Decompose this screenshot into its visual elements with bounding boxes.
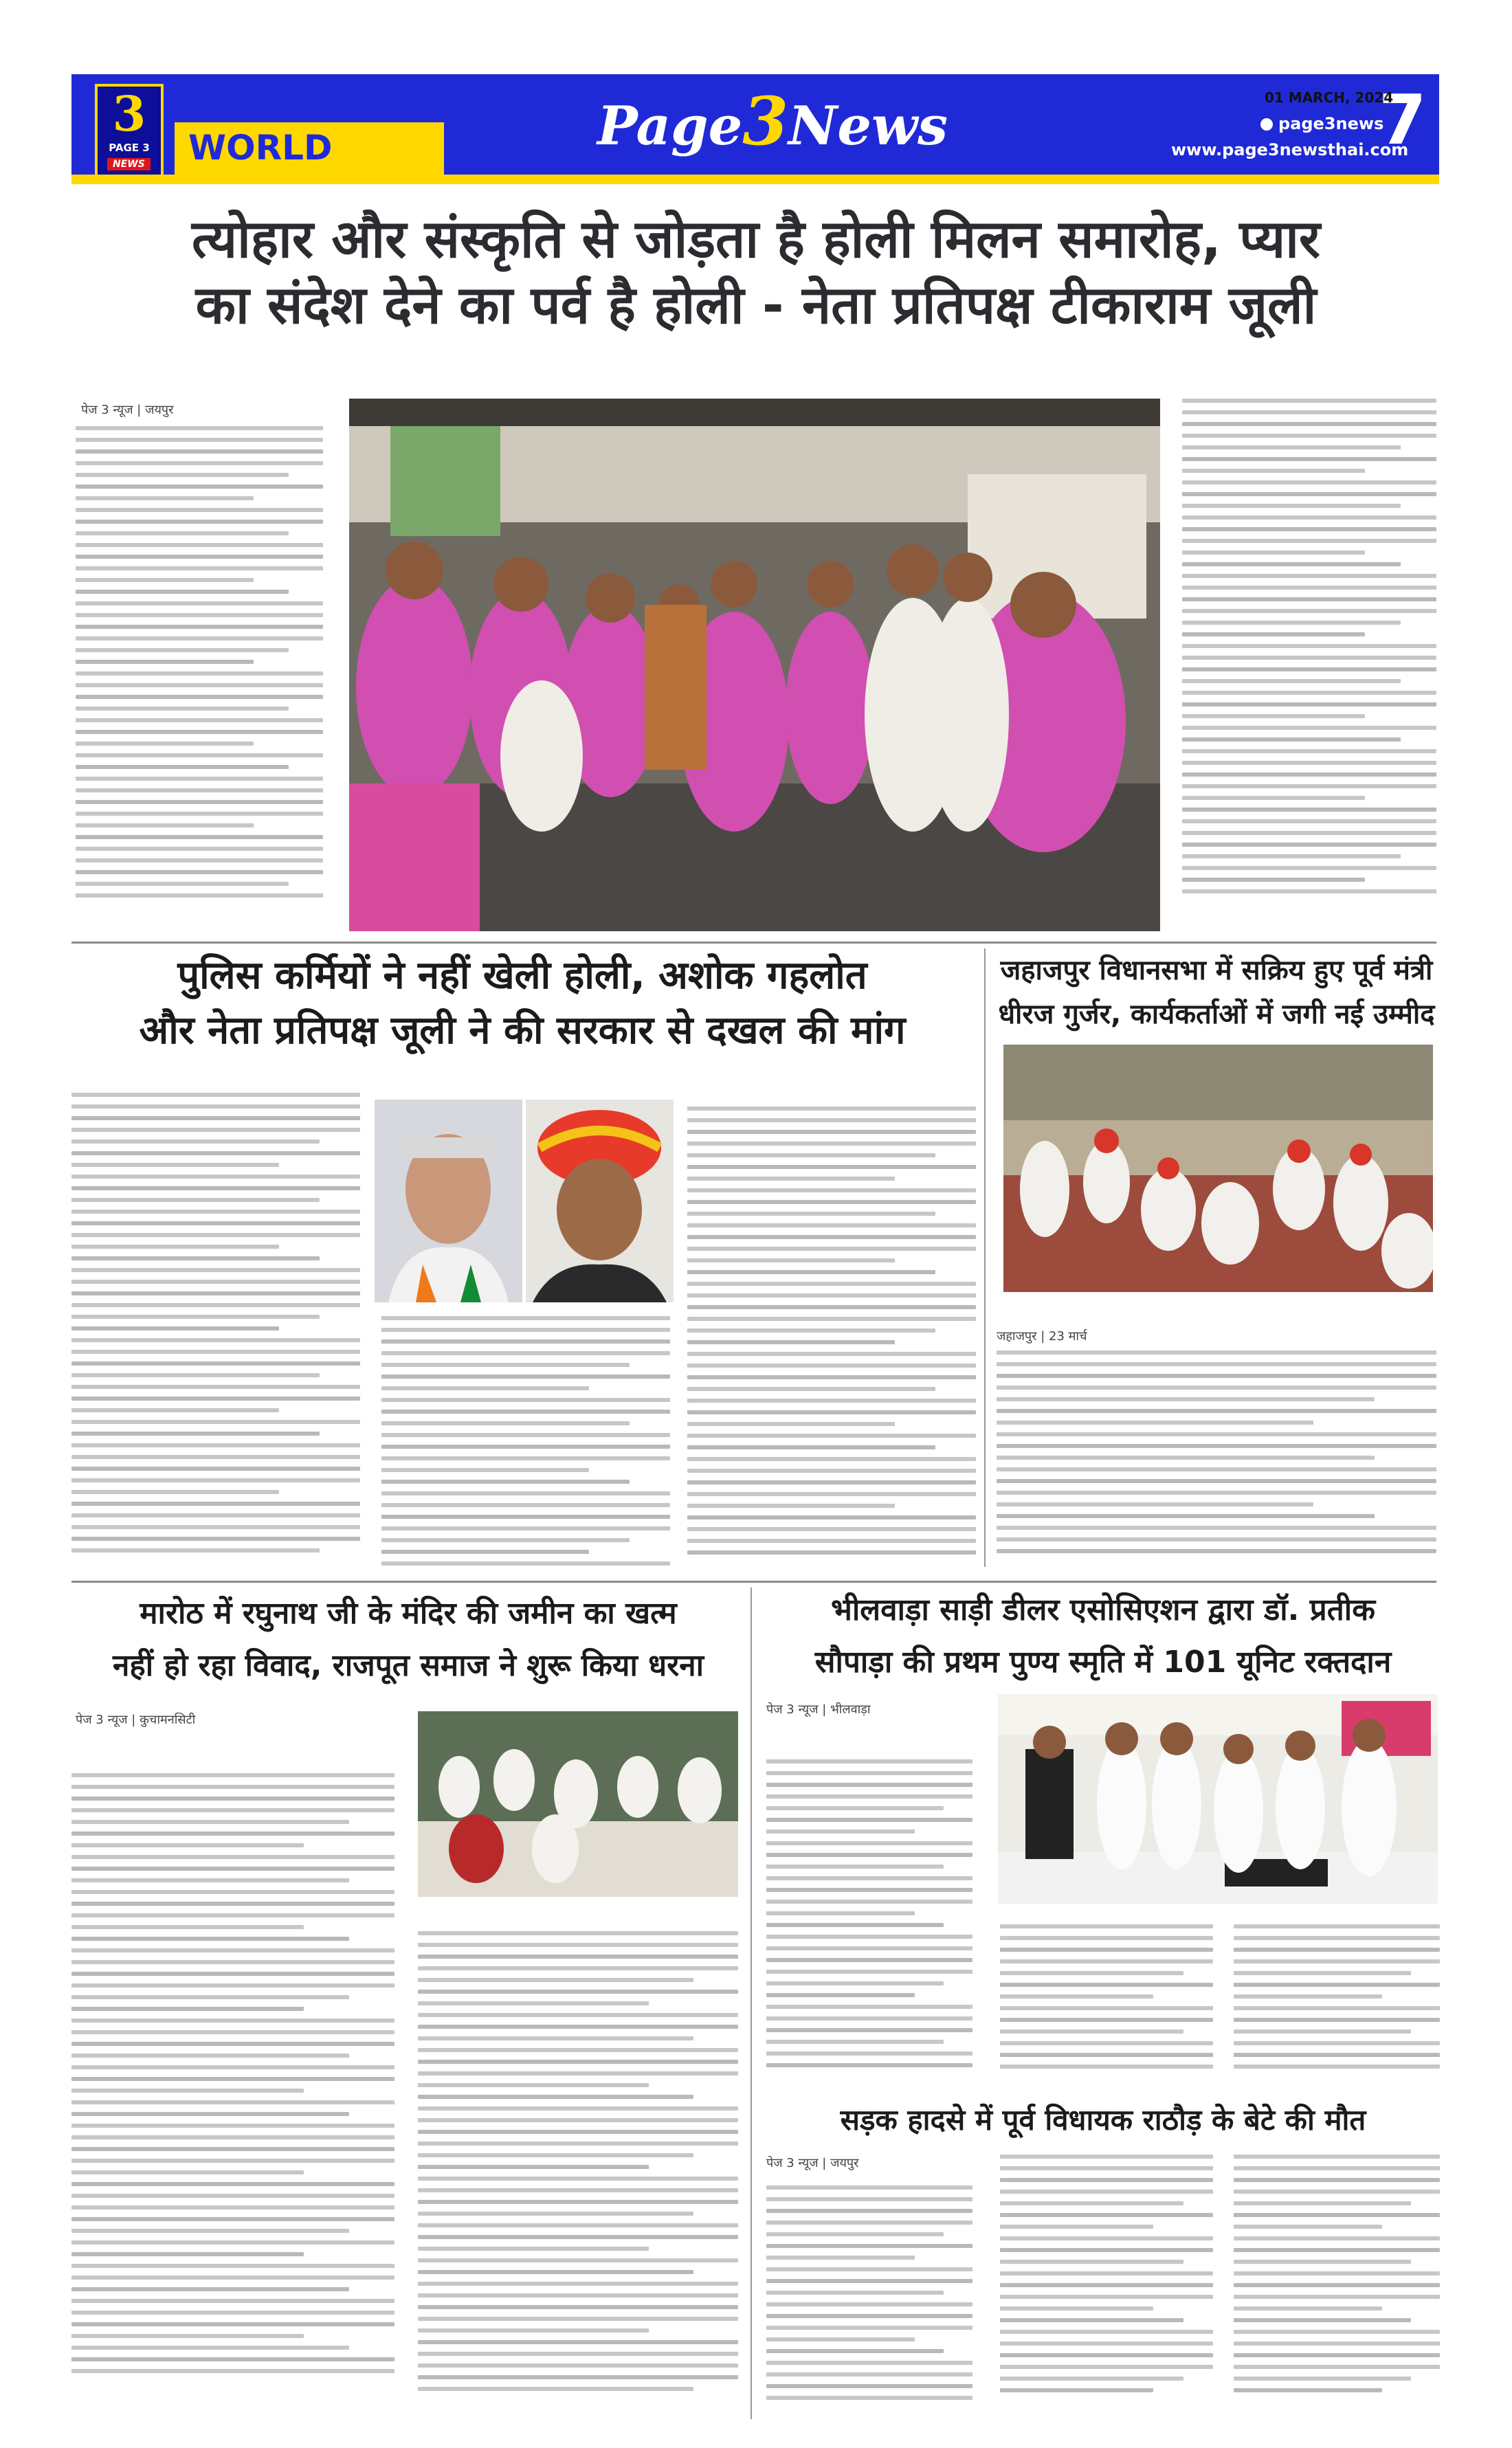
brand-left: Page [597, 95, 743, 157]
page3-logo[interactable] [95, 84, 164, 177]
logo-text: PAGE 3 [109, 142, 150, 154]
road-accident-column-1 [766, 2185, 972, 2419]
holi-celebration-photo [349, 399, 1160, 931]
masthead-underline [71, 175, 1439, 184]
road-accident-byline: पेज 3 न्यूज | जयपुर [766, 2156, 859, 2170]
blood-donation-headline-line2: सौपाड़ा की प्रथम पुण्य स्मृति में 101 यूनिट रक्तदान [814, 1645, 1392, 1680]
jahazpur-headline-line2: धीरज गुर्जर, कार्यकर्ताओं में जगी नई उम्मीद [998, 999, 1435, 1030]
meeting-illustration [1003, 1045, 1433, 1292]
marot-protest-photo [418, 1711, 738, 1897]
masthead [71, 74, 1439, 184]
police-holi-headline [76, 948, 969, 1058]
blood-donation-column-3 [1234, 1924, 1440, 2082]
jahazpur-byline: जहाजपुर | 23 मार्च [997, 1329, 1087, 1344]
page-number: 7 [1379, 80, 1427, 160]
brand-right: News [788, 95, 948, 157]
blood-donation-photo [998, 1694, 1438, 1904]
jahazpur-headline [990, 948, 1443, 1036]
protest-illustration [418, 1711, 738, 1897]
police-headline-line2: और नेता प्रतिपक्ष जूली ने की सरकार से दखल की मांग [139, 1008, 906, 1053]
police-column-2 [381, 1316, 670, 1574]
road-accident-column-2 [1000, 2155, 1213, 2419]
brand-title [594, 84, 951, 159]
holi-photo-illustration [349, 399, 1160, 931]
social-icon [1260, 118, 1273, 131]
column-divider-2 [751, 1588, 752, 2419]
lead-headline-line2: का संदेश देने का पर्व है होली - नेता प्रतिपक्ष टीकाराम जूली [195, 274, 1317, 335]
jahazpur-headline-line1: जहाजपुर विधानसभा में सक्रिय हुए पूर्व मंत्री [1000, 955, 1433, 986]
section-divider [71, 942, 1436, 944]
section-label [175, 122, 444, 175]
social-handle[interactable] [1260, 114, 1383, 133]
website-link[interactable]: www.page3newsthai.com [1171, 140, 1409, 159]
blood-donation-column-2 [1000, 1924, 1213, 2082]
lead-byline: पेज 3 न्यूज | जयपुर [81, 403, 174, 417]
lead-headline-line1: त्योहार और संस्कृति से जोड़ता है होली मिलन समारोह, प्यार [192, 208, 1320, 269]
marot-column-2 [418, 1931, 738, 2419]
marot-column-1 [71, 1773, 394, 2419]
jahazpur-meeting-photo [1003, 1045, 1433, 1292]
lead-column-left [76, 426, 323, 921]
logo-tag: NEWS [107, 158, 151, 170]
marot-headline [71, 1588, 745, 1692]
issue-date: 01 MARCH, 2024 [1265, 89, 1394, 106]
blood-donation-headline-line1: भीलवाड़ा साड़ी डीलर एसोसिएशन द्वारा डॉ. प्रतीक [830, 1592, 1376, 1627]
column-divider [984, 948, 986, 1567]
donation-illustration [998, 1694, 1438, 1904]
logo-number: 3 [112, 85, 146, 142]
blood-donation-column-1 [766, 1759, 972, 2089]
blood-donation-byline: पेज 3 न्यूज | भीलवाड़ा [766, 1702, 871, 1717]
lead-headline [76, 206, 1436, 338]
gehlot-portrait [375, 1100, 522, 1302]
marot-headline-line2: नहीं हो रहा विवाद, राजपूत समाज ने शुरू किया धरना [112, 1648, 704, 1683]
tikaram-jully-photo [526, 1100, 674, 1302]
jahazpur-column [997, 1350, 1436, 1570]
jully-portrait [526, 1100, 674, 1302]
section-divider-2 [71, 1581, 1436, 1583]
section-label-text: WORLD [188, 128, 333, 168]
police-column-3 [687, 1106, 976, 1574]
police-column-1 [71, 1093, 360, 1574]
ashok-gehlot-photo [375, 1100, 522, 1302]
brand-number: 3 [742, 82, 789, 160]
marot-headline-line1: मारोठ में रघुनाथ जी के मंदिर की जमीन का खत्म [140, 1596, 677, 1631]
marot-byline: पेज 3 न्यूज | कुचामनसिटी [76, 1713, 196, 1727]
road-accident-headline: सड़क हादसे में पूर्व विधायक राठौड़ के बेटे की मौत [840, 2103, 1366, 2137]
blood-donation-headline [763, 1584, 1443, 1689]
road-accident-column-3 [1234, 2155, 1440, 2419]
police-headline-line1: पुलिस कर्मियों ने नहीं खेली होली, अशोक गहलोत [177, 953, 867, 998]
lead-column-right [1182, 399, 1436, 921]
social-text: page3news [1278, 114, 1384, 133]
